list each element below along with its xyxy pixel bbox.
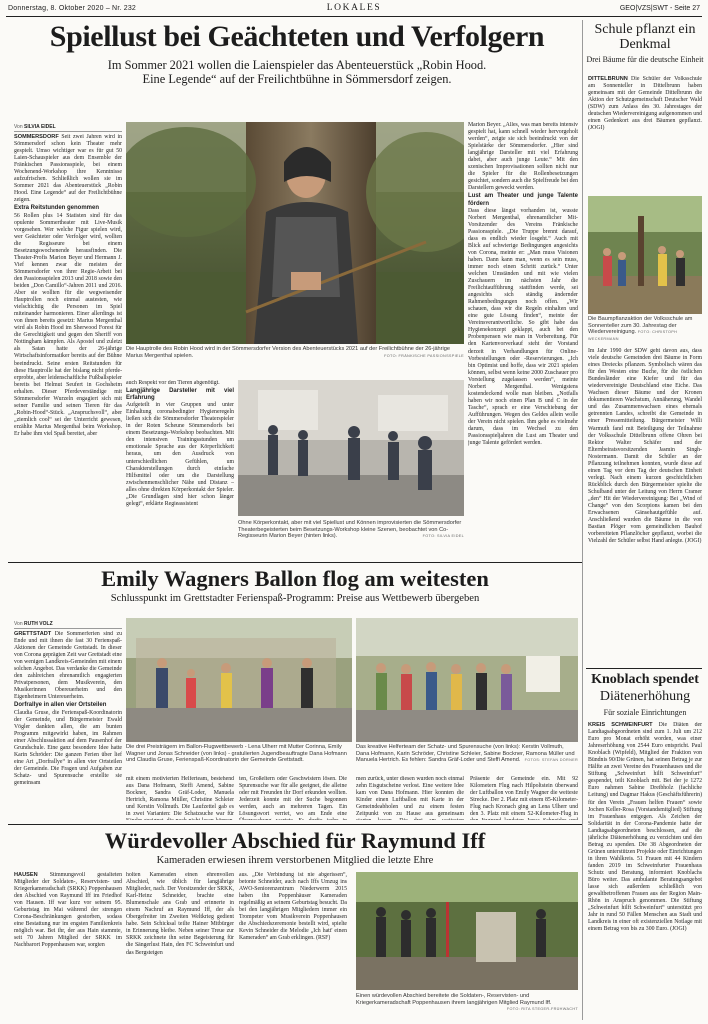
masthead-edition: GEO|VZS|SWT - Seite 27 xyxy=(619,5,700,12)
article3-column2 xyxy=(126,872,234,1020)
workshop-photo-caption xyxy=(238,520,464,558)
funeral-photo-image xyxy=(356,872,578,990)
balloon-winners-photo-image xyxy=(126,618,352,742)
sidebar-divider xyxy=(586,668,702,669)
caption-text: Einen würdevollen Abschied bereitete die Soldaten-, Reservisten- und Kriegerkameradschaft Poppenhausen ihrem langjährigen Mitglied Raymund Iff. xyxy=(356,993,552,1006)
sidebar2-dateline: KREIS SCHWEINFURT xyxy=(588,722,653,728)
tree-planting-photo xyxy=(588,196,702,314)
article2-col4-text: men zurück, unter diesen wurden noch einmal zehn Eisgutscheine verlost. Eine weitere Idee kam von Dana Hofmann. Hier konnten die Kinder einen Luftballon mit Karte in der Gemeindeabholen und zu einem festen Zeitpunkt von zu Hause aus gemeinsam xyxy=(356,776,464,818)
photo-credit: FOTO: RITA STEGER-FRÜHWACHT xyxy=(506,1007,578,1012)
helper-team-photo-image xyxy=(356,618,578,742)
article2-dateline: GRETTSTADT xyxy=(14,631,52,637)
article1-subhead1: Extra Reitstunden genommen xyxy=(14,205,100,212)
article2-deck: Schlusspunkt im Grettstadter Ferienspaß-Programm: Preise aus Wettbewerb übergeben xyxy=(110,593,480,604)
sidebar2-credit: (JOGI) xyxy=(670,926,687,933)
article1-byline-rule xyxy=(14,131,122,132)
article1-col2-text: auch Respekt vor den Tieren abgenötigt. xyxy=(126,380,220,386)
article3-col2-text: holten Kameraden einen ehrenvollen Abschied, wie üblich für langjährige Mitglieder, nach. Der Vorsitzender der SRKK, Karl-Heinz Schneider, brachte eine Blumenschale ans Grab und erinnerte in einem Nachruf an Raymund Iff, der als Obergefreiter im Zweiten Weltkrieg gedient habe. Sein Schicksal teilte Hainer Mitbürger in Erinnerung bleibe. Neben seiner Treue zur SRKK zeichnete ihn seine Begeisterung für die Sängerlust Hain, den FC Schweinfurt und das Bergsteigen xyxy=(126,872,234,956)
article3-dateline: HAUSEN xyxy=(14,872,38,878)
photo-credit: FOTO: SILVIA EIDEL xyxy=(422,534,464,539)
article1-byline xyxy=(14,124,56,130)
robin-hood-photo-caption xyxy=(126,346,464,368)
article1-column1 xyxy=(14,134,122,556)
article2-column4 xyxy=(356,776,464,820)
funeral-photo xyxy=(356,872,578,990)
sidebar1-text2 xyxy=(588,348,702,666)
sidebar1-credit: (JOGI) xyxy=(685,538,702,545)
article2-col2-text: mit einem motivierten Helferteam, bestehend aus Dana Hofmann, Steffi Amend, Sabine Bockner, Sandra Gräf-Loder, Manuela Hertrich, Ramona Müller, Christine Schleier und Kerstin Vollmuth. Die Laufzettel gab es in zwei Varianten: Die Schatzsuche war für xyxy=(126,776,234,818)
sidebar-vertical-rule xyxy=(582,560,583,1020)
article2-subhead: Dorfrallye in allen vier Ortsteilen xyxy=(14,702,107,709)
article3-column1 xyxy=(14,872,122,1020)
article2-column2 xyxy=(126,776,234,820)
sidebar1-text-body: Die Schüler der Volksschule am Sonnenteller in Dittelbrunn haben gemeinsam mit der Gemeinde Dittelbrunn die Aktion der Schutzgemeinschaft Deutscher Wald (SDW) zum Anlass des 30. Jahrestages der deutschen Wiedervereinigung aufgenommen und einen Gedenkort aus drei Bäumen gepflanzt. xyxy=(588,76,702,125)
caption-text: Die drei Preisträgern im Ballon-Flugwettbewerb - Lena Ulherr mit Mutter Corinna, Emily Wagner und Jonas Schneider (von links) - gratulierten Jugendbeauftragte Dana Hofmann und Claudia Gruse, Ferienspaß-Koordinatorin der Gemeinde Grettstadt. xyxy=(126,744,347,764)
article3-col1-text: Stimmungsvoll gestalteten Mitglieder der Soldaten-, Reservisten- und Kriegerkameradschaft (SRKK) Poppenhausen den Abschied von Raymund Iff im Friedhof von Hausen. Iff war kurz vor seinem 95. Geburtstag im Mai während der strengen Corona-Beschränkungen gestorben, sodass eine Bestattung nur im engsten Familienkreis möglich war. Bei ihr, der aus Hain stammte, seit 70 Jahren Mitglied der SRKK im Nachbarort Poppenhausen war, sorgten xyxy=(14,872,122,949)
byline-prefix: Von xyxy=(14,621,23,627)
caption-text: Die Baumpflanzaktion der Volksschule am Sonnenteller zum 30. Jahrestag der Wiedervereinigung. xyxy=(588,316,693,336)
article2-col3-text: ten, Großeltern oder Geschwistern lösen. Die Spurensuche war für alle geeignet, die alleine oder mit Freunden ihr Dorf erkunden wollten. Jederzeit konnte mit der Suche begonnen werden, auch an mehreren Tagen. Ein Lösungswort verriet, wo am Ende eine xyxy=(239,776,347,818)
helper-team-photo-caption xyxy=(356,744,578,774)
article1-column3 xyxy=(468,122,578,556)
sidebar2-text-body: Die Diäten der Landtagsabgeordneten sind zum 1. Juli um 212 Euro pro Monat erhöht worden, was einer Jahreserhöhung von 2544 Euro entspricht. Paul Knoblach (Wipfeld), Mitglied der Fraktion von Bündnis 90/Die Grünen, hat seinen Betrag je zur Hälfte an zwei Vereine des Frauenhauses und die Stiftung „Schweinfurt hilft Schweinfurt“ gespendet, teilt Knoblach mit. Bei der je 1272 Euro nahmen Sabine Dreibholz (fachliche Leitung) und Dagmar Hakus (Geschäftsführerin) für den Verein „Frauen helfen Frauen“ sowie Jochen Keller-Rosa (Vorstandsmitglied) Stiftung im Frauenhaus entgegen. Als Zeichen der Solidarität in der Corona-Pandemie hatte der Landtagsabgeordneten beschlossen, auf die jährliche Diätenerhöhung zu verzichten und den Betrag zu spenden. Die 38 Abgeordneten der Grünen unterstützen Projekte oder Einrichtungen in ihren Wahlkreis. 51 Frauen mit 44 Kindern fanden 2019 im Schweinfurter Frauenhaus Schutz und Beratung, informiert Knoblachs Büro weiter. Das ambulante Beratungsangebot lasse sich außerdem schließlich von gewaltbetroffenen Frauen aus der Region Main-Rhön in Anspruch genommen. Die Stiftung „Schweinfurt hilft Schweinfurt“ unterstützt pro Jahr in rund 50 Fällen Menschen aus Stadt und Landkreis in einer oft existenziellen Notlage mit einem Betrag von bis zu 300 Euro. xyxy=(588,722,702,933)
article3-deck: Kameraden erwiesen ihrem verstorbenen Mitglied die letzte Ehre xyxy=(156,855,434,866)
sidebar1-dateline: DITTELBRUNN xyxy=(588,76,628,82)
article2-col5-text: Präsente der Gemeinde ein. Mit 92 Kilometern Flug nach Hilpoltstein überwand der Luftballon von Emily Wagner die weiteste Strecke. Der 2. Platz mit einem 85-Kilometer-Flug nach Kronach ging an Lena Ulherr und den 3. Platz mit einem 52-Kilometer-Flug in xyxy=(470,776,578,818)
article1-headline: Spiellust bei Geächteten und Verfolgern xyxy=(49,20,545,53)
article2-column5 xyxy=(470,776,578,820)
workshop-photo-image xyxy=(238,380,464,516)
caption-text: Das kreative Helferteam der Schatz- und Spurensuche (von links): Kerstin Vollmuth, Dana Hofmann, Karin Schröder, Christine Schleier, Sabine Bockner, Ramona Müller und Manuela Hertrich. Es fehlen: Sandra Gräf-Loder und Steffi Amend. xyxy=(356,744,575,764)
article2-bottom-rule xyxy=(8,824,582,825)
sidebar2-text xyxy=(588,722,702,1020)
helper-team-photo xyxy=(356,618,578,742)
balloon-photo-caption xyxy=(126,744,352,774)
article1-col3-text2: Dass diese längst vorhanden ist, wusste Norbert Mergenthal, ehrenamtlicher Mit-Vorsitzender des Vereins Fränkische Passionsspiele. „Die Truppe brennt darauf, dass es endlich wieder losgeht.“ Auch mit Blick auf schwierige Bedingungen angesichts von Corona, meinte er: „Man muss Visionen haben. Dann kann man, wenn es sein muss, immer noch einen Schritt zurück.“ Unter welchen Umständen und mit wie vielen Zuschauern im nächsten Jahr die Freilichtaufführung stattfinden werde, sei angesichts sich ständig ändernder Rahmenbedingungen noch offen. „Wir schauen, dass wir die Regeln einhalten und eine gute Lösung finden“, meinte der Vereinsverantwortliche. So gibt habe das Hygienekonzept geklappt, auch bei den Probenpensen wie man in Vorbereitung. Für den Kartenvorverkauf steht der Vorstand derzeit in Verhandlungen für Online-Vorbestellungen oder -Reservierungen. „Ich bin Optimist und hoffe, dass wir 2021 spielen können, selbst wenn keine 2000 Zuschauer pro Vorstellung zugelassen werden“, meinte Norbert Mergenthal. Wenigstens kostendeckend wolle man bleiben. „Notfalls haben wir noch einen Plan B und C in der Tasche“, sprach er eine Verschiebung der Aufführungen. Wegen des Geldes allein wolle der Verein nicht spielen. Ihm gehe es vielmehr darum, dass im Wechsel zu den Passionsspieljahren die Lust am Theater und junge Talente gefördert werden. xyxy=(468,207,578,447)
tree-planting-photo-caption xyxy=(588,316,702,346)
article3-headline: Würdevoller Abschied für Raymund Iff xyxy=(104,828,486,853)
article1-col3-text: Marion Beyer. „Alles, was man bereits intensiv gespielt hat, kann schnell wieder hervorgeholt werden“, zeigte sie sich beeindruckt von der Spielstärke der Sömmersdorfer. „Hier sind langjährige Darsteller mit viel Erfahrung dabei, aber auch junge Leute.“ Mit den szenischen Improvisationen sollten nicht nur die Spieler für die Rollenbesetzungen gesichtet, sondern auch die Spielfreude bei den Darstellern geweckt werden. xyxy=(468,122,578,192)
caption-text: Die Hauptrolle des Robin Hood wird in der Sömmersdorfer Version des Abenteuerstücks 2021 auf der Freilichtbühne der 26-jährige Marius Mergenthal spielen. xyxy=(126,346,450,359)
article2-headline: Emily Wagners Ballon flog am weitesten xyxy=(101,566,489,591)
sidebar1-deck: Drei Bäume für die deutsche Einheit xyxy=(586,55,704,64)
byline-author: RUTH VOLZ xyxy=(24,621,53,627)
article1-deck-line2: Eine Legende“ auf der Freilichtbühne in Sömmersdorf zeigen. xyxy=(142,72,452,86)
article1-col1-text2: 56 Rollen plus 14 Statisten sind für das opulente Sommertheater mit Live-Musik vorgesehen. Wer welche Figur spielen wird, wer Geächteter oder Verfolger wird, wollten die Regisseure bei einem Besetzungswochenende herausfinden. Die Theater-Profis Marion Beyer und Hermann J. Vief kennen zwar die meisten der Sömmersdorfer von ihrer Regie-Arbeit bei den Passionsspielen 2013 und 2018 sowie den beiden „Don Camillo“-Jahren 2011 und 2016. Aber sie wollten für die wegweisender Hauptrollen noch einmal austesten, wie vielschichtig die Personen im Spiel miteinander harmonieren. Einer allerdings ist von ihnen bereits gesetzt: Marius Mergenthal wird als Robin Hood im Sherwood Forest für die Gerechtigkeit und gegen den Sheriff von Nottingham kämpfen. Als Apostel und zuletzt als Satan hatte der 26-jährige Wirtschaftsinformatiker bereits auf der Bühne beeindruckt. Seine ersten Reitstunden für diese Hauptrolle hat der bislang nicht pferde-erprobte, aber leidenschaftliche Fußballspieler bereits bei Helmut Seufert in Gochsheim erhalten. Dieser Pferdeverständige mit Sömmersdorfer Wurzeln engagiert sich mit seiner Familie und seinen Tieren für das „Robin-Hood“-Stück. „Anspruchsvoll“, aber „ziemlich cool“ sei der Unterricht gewesen, erzählte Marius Mergenthal beim Workshop. Er habe ihm viel Spaß bereitet, aber xyxy=(14,212,122,437)
sidebar1-headline: Schule pflanzt ein Denkmal xyxy=(594,22,696,52)
article1-dateline: SÖMMERSDORF xyxy=(14,134,59,140)
article1-subhead2: Langjährige Darsteller mit viel Erfahrung xyxy=(126,388,234,402)
article1-vertical-rule xyxy=(582,20,583,560)
article1-col2-text2: Aufgeteilt in vier Gruppen und unter Einhaltung coronabedingter Hygieneregeln ließen sich die Sömmersdorfer Theaterspieler in der Roten Scheune Sömmersdorfs bei einem Besetzungs-Workshop beobachten. Mit den intensiven Trainingsstunden um emotionale Sprache aus der Körperlichkeit heraus, um den Ausdruck von unterschiedlichen Gefühlen, um Charakterstellungen durch einfache Hilfsmittel oder um die Darstellung zwischenmenschlicher Nähe und Distanz – alles ohne direkten Körperkontakt der Spieler. „Die Grundlagen sind hier schon länger gelegt“, erklärte Regieassistent xyxy=(126,402,234,507)
sidebar1-text2-body: Im Jahr 1990 der SDW geht davon aus, dass viele deutsche Gemeinden drei Bäume in Form eines Dreiecks pflanzen. Symbolisch wären das für den Westen eine Buche, für die östlichen Bundesländer eine Kiefer und für das wiedervereinigte Deutschland eine Eiche. Das Wachsen dieser Bäume und der Kronen dokumentieren Wachstum, Annäherung, Wandel und das Zusammenwachsen eines ehemals getrennten Landes, schreibt die Gemeinde in einer Pressemitteilung. Bürgermeister Willi Warmuth fand mit Beteiligung der Teilnahme der Volksschule Dittelbrunn offene Ohren bei Rektor Walter Schäfer und der Elternbeiratsvorsitzenden Jasmin Singh-Nostermann. Damit die Schüler an der Pflanzung teilnehmen konnten, wurde diese auf einen Tag vor dem Tag der deutschen Einheit verlegt. Nach einem kurzen geschichtlichen Rückblick durch den Bürgermeister spielte die Schulband unter der Leitung von Herrn Cramer „den“ Hit der Wiedervereinigung: Bei „Wind of Change“ von den Scorpions kamen bei den Erwachsenen Gänsehautgefühle auf. Anschließend wurden die Bäume in die von Bastian Plöger vom gemeindlichen Bauhof vorbereiteten Pflanzlöcher gepflanzt, worbei die Vielzahl der Schüler selbst Hand anlegte. xyxy=(588,348,702,545)
byline-author: SILVIA EIDEL xyxy=(24,124,56,130)
article1-subhead3: Lust am Theater und junge Talente fördern xyxy=(468,193,578,207)
article1-column2 xyxy=(126,380,234,556)
article1-bottom-rule xyxy=(8,562,582,563)
photo-credit: FOTO: FRÄNKISCHE PASSIONSSPIELE xyxy=(384,353,464,358)
article2-col1-text: Die Sommerferien sind zu Ende und mit ihnen die fast 30 Ferienspaß-Aktionen der Gemeinde Grettstadt. In dieser von Corona geprägten Zeit war Grettstadt eine von wenigen Landkreis-Gemeinden mit einem solchen Angebot. Das verdanke die Gemeinde den zahlreichen ehrenamtlich engagierten Privatpersonen, dem Musikverein, den Musikerinnen Obereuerheim und den Eigenheimern Untereuerheim. xyxy=(14,631,122,701)
sidebar2-deck: Für soziale Einrichtungen xyxy=(603,708,687,717)
robin-hood-photo-image xyxy=(126,122,464,344)
article1-deck-line1: Im Sommer 2021 wollen die Laienspieler das Abenteuerstück „Robin Hood. xyxy=(107,58,487,72)
article2-column3 xyxy=(239,776,347,820)
balloon-winners-photo xyxy=(126,618,352,742)
article2-col1-text2: Claudia Gruse, die Ferienspaß-Koordinatorin der Gemeinde, und Bürgermeister Ewald Vögler dankten allen, die am bunten Programm mitgewirkt haben, im Rahmen einer Abschlussaktion auf dem Pausenhof der Grundschule. Eine ganz besondere Idee hatte Karin Schröder: Die ganzen Ferien über lief eine Art „Dorfrallye“ in allen vier Ortsteilen der Gemeinde. Die Fragen und Aufgaben zur Schatz- und Spurensuche erstellte sie gemeinsam xyxy=(14,709,122,786)
robin-hood-photo xyxy=(126,122,464,344)
article3-credit: (RSF) xyxy=(316,935,331,942)
article1-col1-text: Seit zwei Jahren wird in Sömmersdorf schon kein Theater mehr gespielt. Umso wichtiger war es für gut 50 Laien-Schauspieler aus dem Ensemble der Fränkischen Passionsspiele, bei einem Wochenend-Workshop ihre Kenntnisse aufzufrischen. Schließlich wollen sie im Sommer 2021 das Abenteuerstück „Robin Hood. Eine Legende“ auf der Freilichtbühne zeigen. xyxy=(14,134,122,204)
sidebar1-text xyxy=(588,76,702,192)
masthead-date: Donnerstag, 8. Oktober 2020 – Nr. 232 xyxy=(8,5,137,12)
sidebar2-headline-line1: Knoblach spendet xyxy=(591,672,699,687)
photo-credit: FOTOS: STEFAN DÖRNER xyxy=(524,758,578,763)
masthead-section: LOKALES xyxy=(326,3,382,13)
funeral-photo-caption xyxy=(356,993,578,1021)
article2-byline xyxy=(14,621,53,627)
photo-credit: FOTO: CHRISTOPH WECKERMANN xyxy=(588,330,678,341)
sidebar2-headline-line2: Diätenerhöhung xyxy=(599,689,691,704)
caption-text: Ohne Körperkontakt, aber mit viel Spiellust und Können improvisierten die Sömmersdorfer Theaterbegeisterten beim Besetzungs-Workshop kleine Szenen, beobachtet von Co-Regisseurin Marion Beyer (hinten links). xyxy=(238,520,462,540)
article2-column1 xyxy=(14,631,122,816)
sidebar1-credit: (JOGI) xyxy=(588,125,605,132)
article3-col3-text: aus. „Die Verbindung ist nie abgerissen“, betonte Schneider, auch nach Iffs Umzug ins AWO-Seniorenzentrum Niederwerrn 2015 haben ihn Poppenhäuser Kameraden regelmäßig an seinem Geburtstag besucht. Da bei den langjährigen Mitgliedern immer ein Trompeter vom Musikverein Poppenhausen die Abschiedszeremonie bestellt wird, spielte Kevin Schneider die Melodie „Ich hatt' einen Kameraden“ am Grab erklingen. xyxy=(239,872,347,942)
article3-column3 xyxy=(239,872,347,1020)
workshop-photo xyxy=(238,380,464,516)
masthead-rule xyxy=(6,16,702,17)
byline-prefix: Von xyxy=(14,124,23,130)
tree-planting-photo-image xyxy=(588,196,702,314)
article2-byline-rule xyxy=(14,628,122,629)
